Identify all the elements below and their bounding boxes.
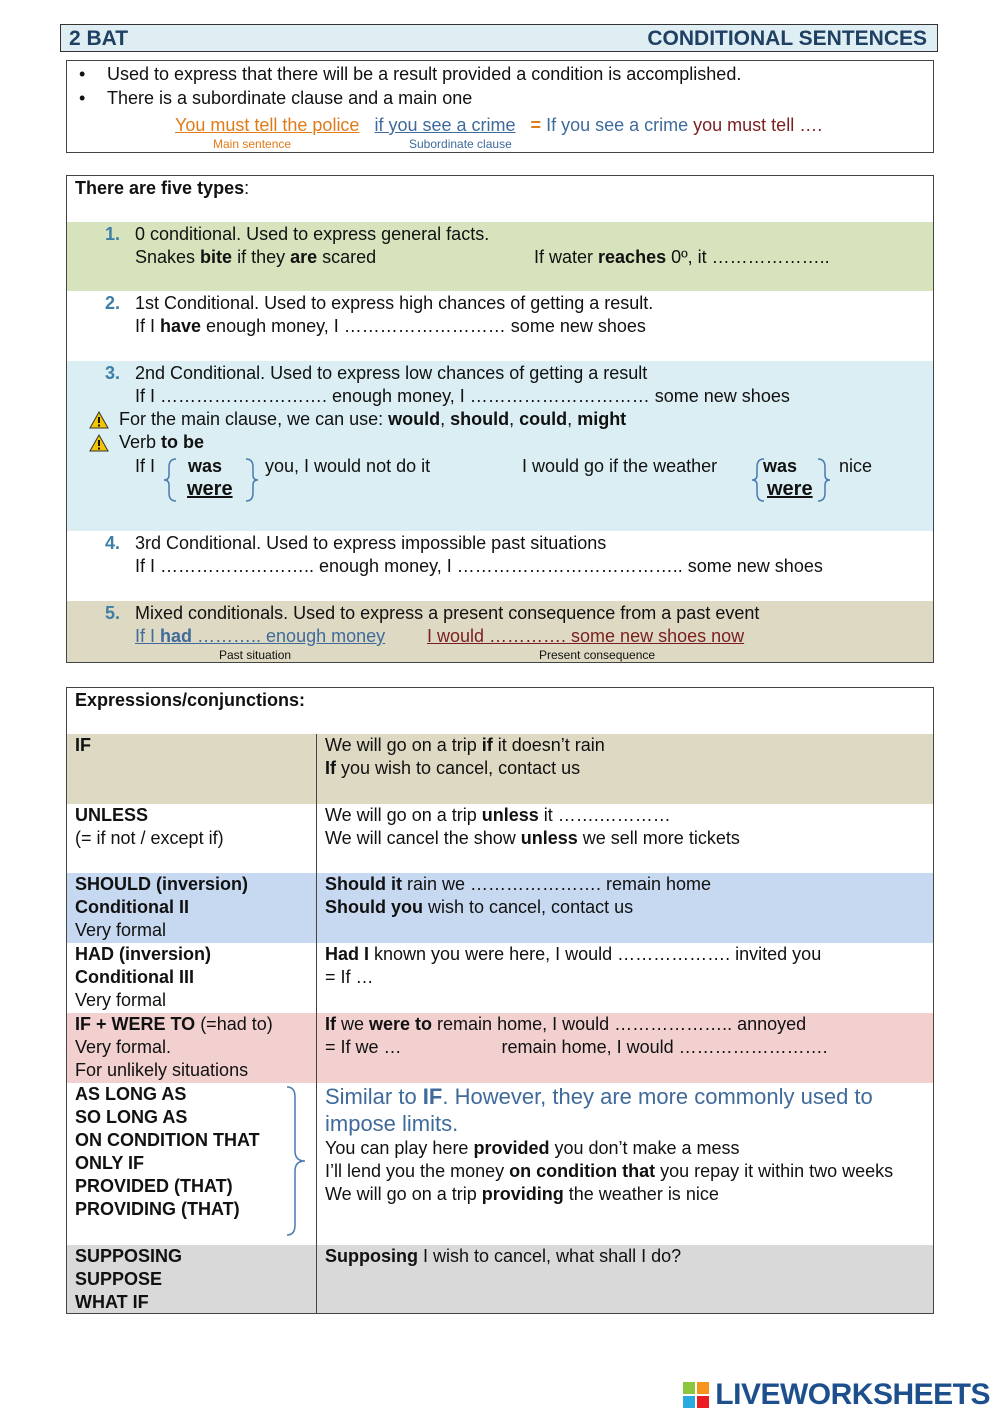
example-had: Had I known you were here, I would ………………. invited you = If … bbox=[325, 944, 822, 987]
intro-example bbox=[175, 115, 822, 136]
tobe-example-1-end: you, I would not do it bbox=[265, 456, 431, 476]
example-main-clause: You must tell the police bbox=[175, 115, 360, 135]
table-row-should bbox=[67, 873, 933, 943]
type-2-number: 2. bbox=[105, 293, 121, 313]
terms-supposing: SUPPOSING SUPPOSE WHAT IF bbox=[75, 1246, 183, 1312]
types-heading: There are five types: bbox=[75, 178, 250, 198]
type-2-band bbox=[67, 291, 933, 361]
example-if: We will go on a trip if it doesn’t rain If you wish to cancel, contact us bbox=[325, 735, 605, 778]
subordinate-clause-label: Subordinate clause bbox=[409, 137, 512, 151]
term-unless: UNLESS (= if not / except if) bbox=[75, 805, 224, 848]
term-were-to: IF + WERE TO (=had to) Very formal. For unlikely situations bbox=[75, 1014, 273, 1080]
term-if: IF bbox=[75, 735, 91, 755]
expressions-heading: Expressions/conjunctions: bbox=[75, 690, 306, 710]
type-5-band bbox=[67, 601, 933, 662]
right-brace-icon bbox=[817, 457, 831, 503]
tobe-was-1: was bbox=[188, 456, 223, 476]
right-brace-icon bbox=[245, 457, 259, 503]
type-5-title: Mixed conditionals. Used to express a present consequence from a past event bbox=[135, 603, 760, 623]
present-consequence-label: Present consequence bbox=[539, 648, 656, 662]
brand-icon bbox=[683, 1382, 709, 1408]
term-should: SHOULD (inversion) Conditional II Very formal bbox=[75, 874, 249, 940]
tobe-example-2-end: nice bbox=[839, 456, 873, 476]
table-row-were-to bbox=[67, 1013, 933, 1083]
example-should: Should it rain we …………………. remain home Should you wish to cancel, contact us bbox=[325, 874, 712, 917]
table-row-if bbox=[67, 734, 933, 804]
course-label: 2 BAT bbox=[69, 27, 129, 50]
type-3-number: 3. bbox=[105, 363, 121, 383]
type-3-note-modals: For the main clause, we can use: would, should, could, might bbox=[119, 409, 627, 429]
tobe-were-2: were bbox=[767, 478, 813, 500]
type-3-title: 2nd Conditional. Used to express low chances of getting a result bbox=[135, 363, 648, 383]
left-brace-icon bbox=[163, 457, 177, 503]
type-1-example-a: Snakes bite if they are scared bbox=[135, 247, 377, 267]
warning-icon bbox=[89, 434, 109, 452]
page-header bbox=[60, 24, 938, 52]
table-row-supposing bbox=[67, 1245, 933, 1313]
type-5-example-present: I would …………. some new shoes now bbox=[427, 626, 745, 646]
type-4-number: 4. bbox=[105, 533, 121, 553]
type-4-band bbox=[67, 531, 933, 601]
table-row-unless bbox=[67, 804, 933, 873]
tobe-example-2-start: I would go if the weather bbox=[522, 456, 718, 476]
type-2-title: 1st Conditional. Used to express high chances of getting a result. bbox=[135, 293, 654, 313]
expressions-table bbox=[66, 687, 934, 1314]
type-5-number: 5. bbox=[105, 603, 121, 623]
type-1-number: 1. bbox=[105, 224, 121, 244]
main-sentence-label: Main sentence bbox=[213, 137, 292, 151]
example-equals: = bbox=[530, 115, 542, 135]
type-1-title: 0 conditional. Used to express general facts. bbox=[135, 224, 490, 244]
warning-icon bbox=[89, 411, 109, 429]
right-brace-icon bbox=[285, 1085, 307, 1237]
column-divider bbox=[316, 734, 317, 1313]
example-supposing: Supposing I wish to cancel, what shall I do? bbox=[325, 1246, 682, 1266]
type-3-note-tobe: Verb to be bbox=[119, 432, 205, 452]
tobe-was-2: was bbox=[763, 456, 798, 476]
tobe-example-1-start: If I bbox=[135, 456, 156, 476]
example-sub-clause: if you see a crime bbox=[374, 115, 516, 135]
brand-logo-text: LIVEWORKSHEETS bbox=[715, 1378, 990, 1412]
table-row-had bbox=[67, 943, 933, 1013]
intro-box bbox=[66, 60, 934, 153]
example-rev-main: you must tell …. bbox=[693, 115, 823, 135]
type-4-title: 3rd Conditional. Used to express impossible past situations bbox=[135, 533, 607, 553]
intro-bullet-1: • Used to express that there will be a result provided a condition is accomplished. bbox=[107, 64, 741, 85]
example-were-to: If we were to remain home, I would ……………….. annoyed = If we … remain home, I would ……………………. bbox=[325, 1014, 828, 1057]
tobe-were-1: were bbox=[187, 478, 233, 500]
example-rev-sub: If you see a crime bbox=[546, 115, 689, 135]
page-title: CONDITIONAL SENTENCES bbox=[647, 27, 927, 50]
type-1-band bbox=[67, 222, 933, 291]
term-had: HAD (inversion) Conditional III Very formal bbox=[75, 944, 212, 1010]
type-1-example-b: If water reaches 0º, it ……………….. bbox=[534, 247, 830, 267]
terms-as-long-as: AS LONG AS SO LONG AS ON CONDITION THAT ONLY IF PROVIDED (THAT) PROVIDING (THAT) bbox=[75, 1084, 260, 1219]
past-situation-label: Past situation bbox=[219, 648, 292, 662]
type-3-band bbox=[67, 361, 933, 531]
type-2-example: If I have enough money, I ……………………… some new shoes bbox=[135, 316, 646, 336]
type-4-example: If I …………………….. enough money, I ……………………………….. some new shoes bbox=[135, 556, 823, 576]
type-3-example: If I ………………………. enough money, I ………………………… some new shoes bbox=[135, 386, 790, 406]
example-unless: We will go on a trip unless it …….………… We will cancel the show unless we sell more tickets bbox=[325, 805, 740, 848]
example-as-long-as: Similar to IF. However, they are more commonly used to impose limits. You can play here provided you don’t make a mess I’ll lend you the money on condition that you repay it within two weeks We will go on a trip providing the weather is nice bbox=[325, 1084, 894, 1204]
table-row-as-long-as bbox=[67, 1083, 933, 1245]
intro-bullet-2: • There is a subordinate clause and a main one bbox=[107, 88, 472, 109]
types-box bbox=[66, 175, 934, 663]
type-5-example-past: If I had ……….. enough money bbox=[135, 626, 386, 646]
